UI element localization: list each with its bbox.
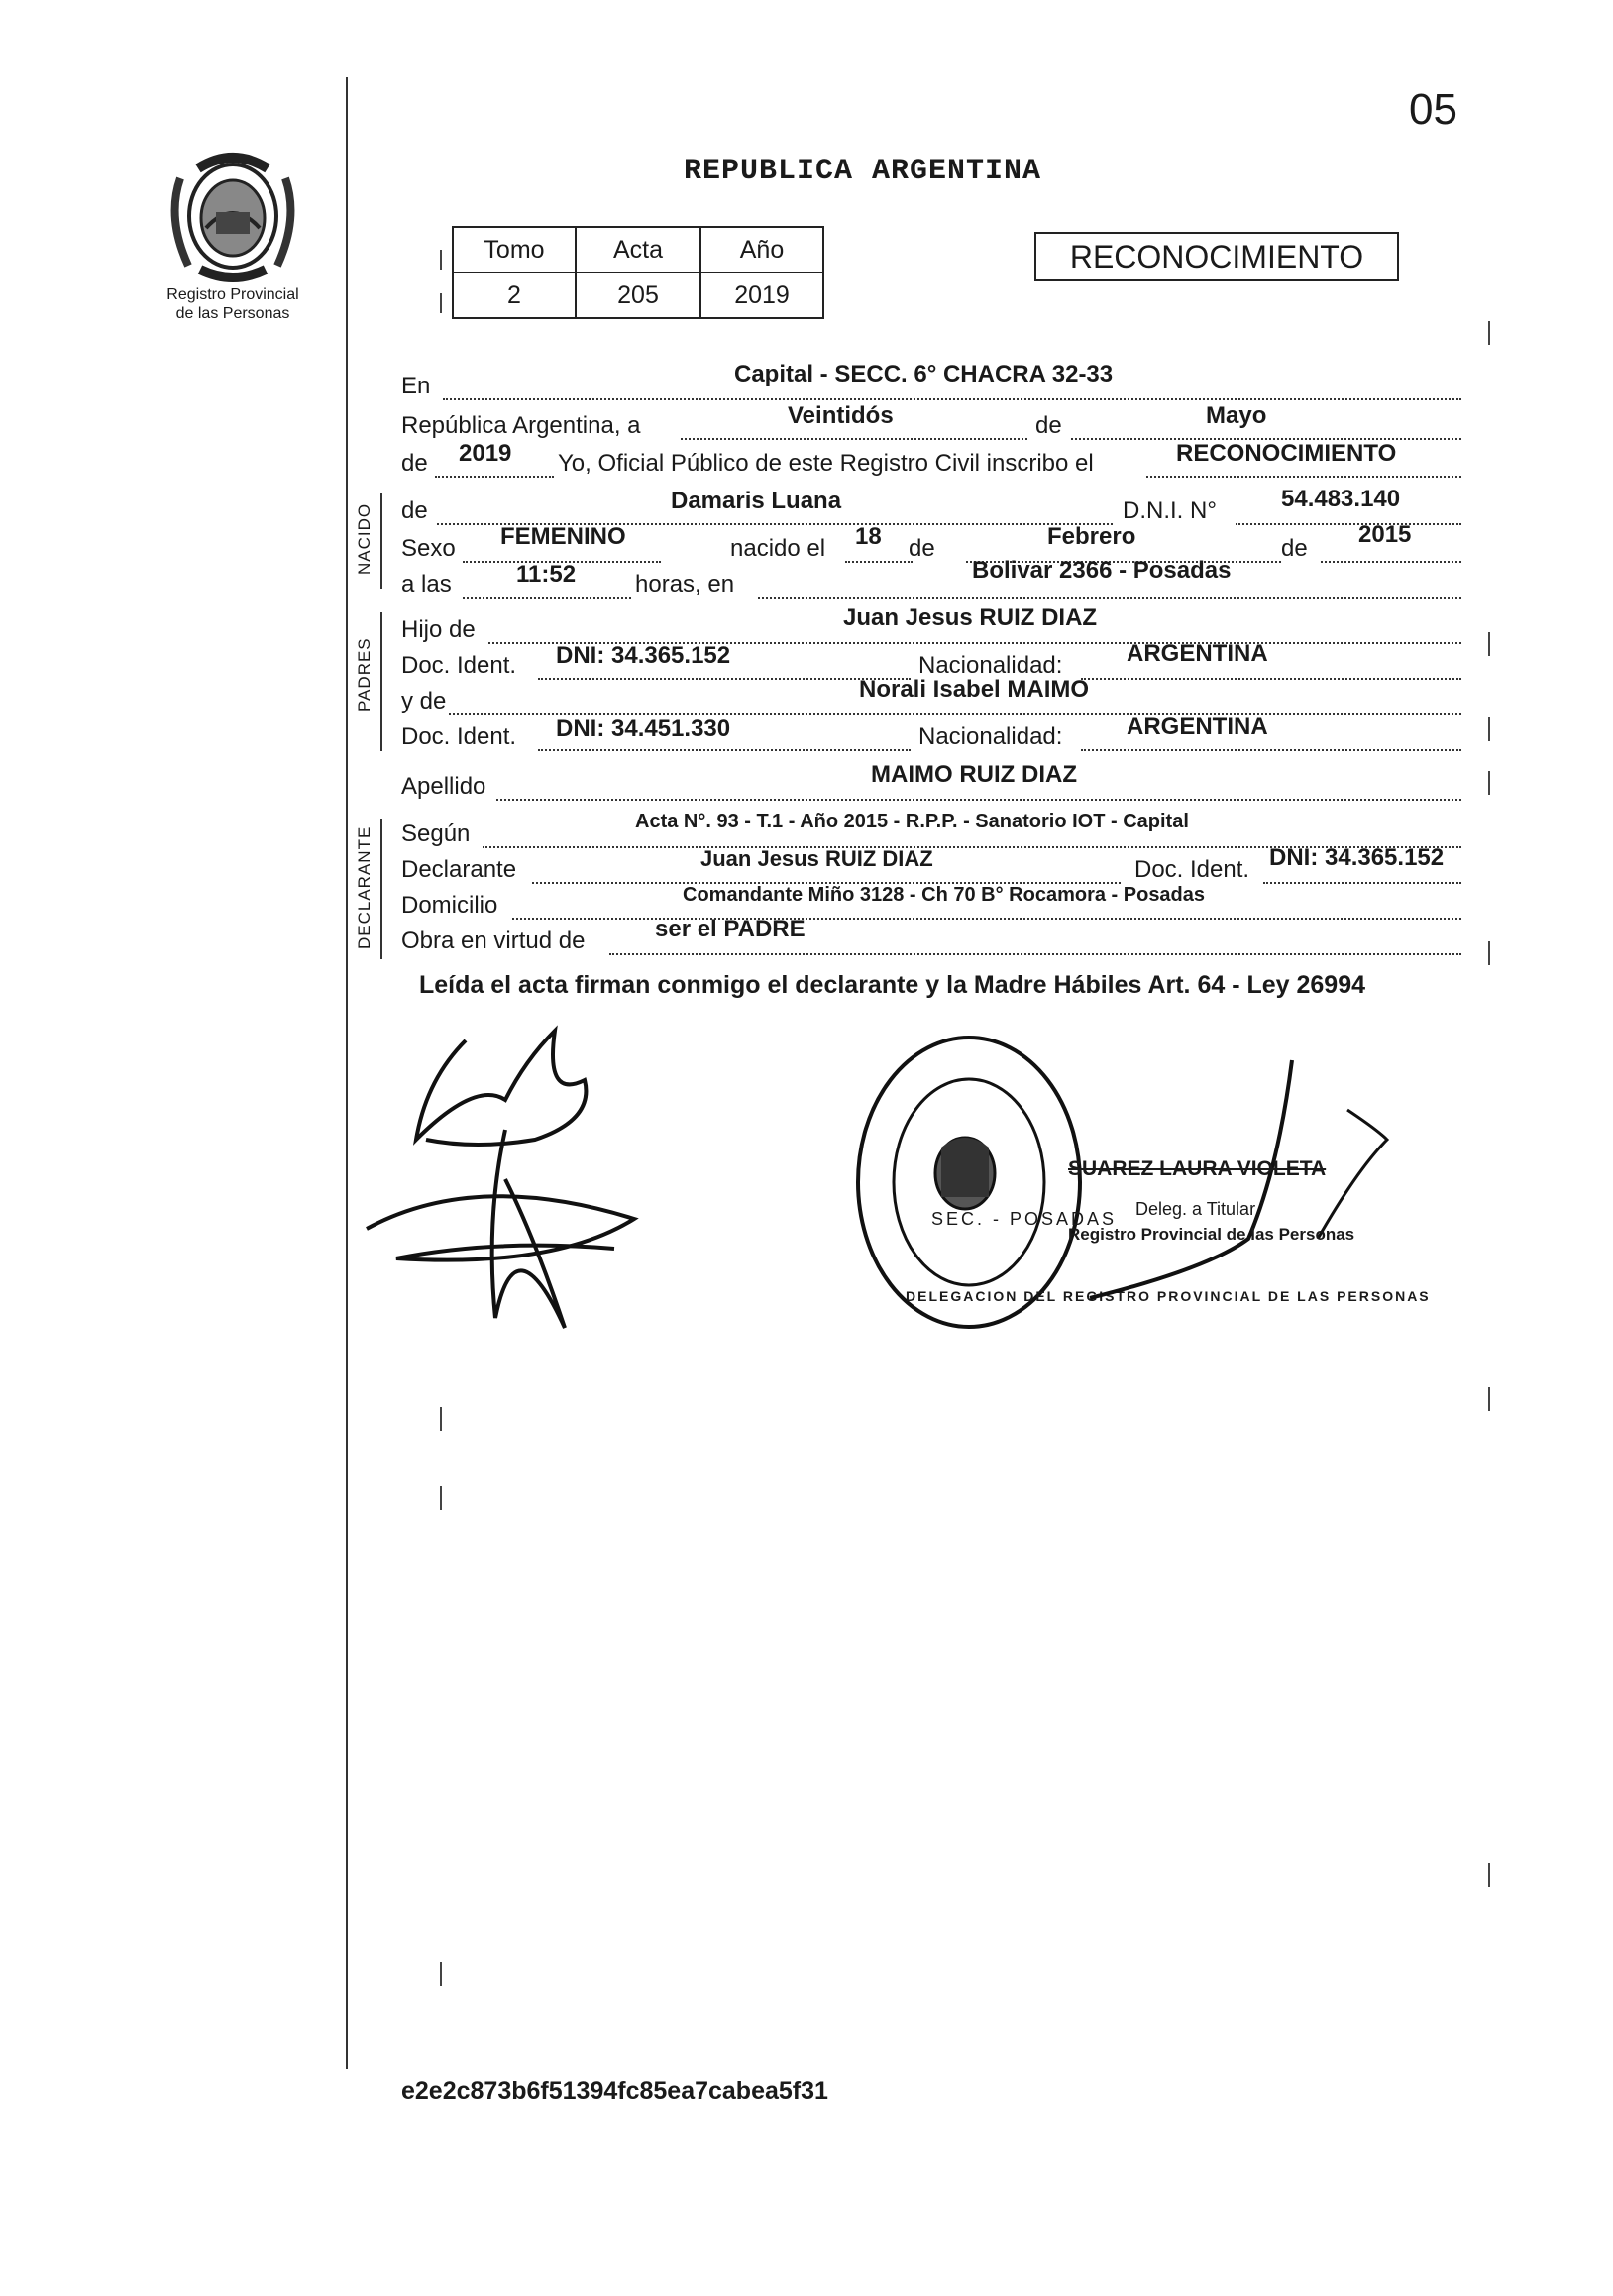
value-anio: 2019 — [700, 273, 823, 318]
margin-mark — [440, 1962, 442, 1986]
dotted-line — [538, 749, 911, 751]
value-madre: Norali Isabel MAIMO — [859, 676, 1090, 703]
label-hijo: Hijo de — [401, 616, 476, 643]
label-horas: horas, en — [635, 571, 735, 598]
value-anio: 2019 — [459, 440, 512, 467]
label-de-anio-nac: de — [1281, 535, 1308, 562]
stamp-ring-text: DELEGACION DEL REGISTRO PROVINCIAL DE LAS PERSONAS — [906, 1288, 1431, 1304]
registrar-name: SUAREZ LAURA VIOLETA — [1068, 1157, 1327, 1180]
value-lugar: Capital - SECC. 6° CHACRA 32-33 — [734, 361, 1114, 387]
dotted-line — [1263, 882, 1461, 884]
value-inscribo: RECONOCIMIENTO — [1176, 440, 1397, 467]
row-padre — [401, 604, 1461, 646]
dotted-line — [435, 476, 554, 478]
row-nombre — [401, 486, 1461, 527]
dotted-line — [609, 953, 1461, 955]
dotted-line — [681, 438, 1027, 440]
label-nac-madre: Nacionalidad: — [918, 723, 1063, 750]
value-padre-doc: DNI: 34.365.152 — [556, 642, 731, 669]
header-tomo: Tomo — [453, 227, 576, 273]
label-de: de — [1035, 412, 1062, 439]
row-obra — [401, 916, 1461, 957]
document-title: REPUBLICA ARGENTINA — [684, 155, 1042, 188]
registrar-role: Deleg. a Titular — [1135, 1199, 1256, 1219]
label-alas: a las — [401, 571, 452, 598]
closing-statement: Leída el acta firman conmigo el declarante y la Madre Hábiles Art. 64 - Ley 26994 — [419, 971, 1366, 999]
row-declarante — [401, 844, 1461, 886]
label-nacido: nacido el — [730, 535, 826, 562]
row-madre — [401, 676, 1461, 717]
row-hora-lugar — [401, 557, 1461, 601]
value-dia: Veintidós — [788, 402, 894, 429]
logo-caption-line-2: de las Personas — [175, 305, 290, 322]
margin-mark — [1488, 941, 1490, 965]
margin-mark — [1488, 1863, 1490, 1887]
dotted-line — [1321, 561, 1461, 563]
label-domicilio: Domicilio — [401, 892, 498, 919]
label-yde: y de — [401, 688, 447, 714]
row-domicilio — [401, 886, 1461, 922]
label-de-anio: de — [401, 450, 428, 477]
value-declarante-doc: DNI: 34.365.152 — [1269, 844, 1445, 871]
label-de-mes: de — [909, 535, 935, 562]
label-doc-declarante: Doc. Ident. — [1134, 856, 1250, 883]
row-sexo-nacimiento — [401, 521, 1461, 565]
label-oficial: Yo, Oficial Público de este Registro Civil inscribo el — [558, 450, 1094, 477]
margin-mark — [1488, 632, 1490, 656]
value-declarante: Juan Jesus RUIZ DIAZ — [700, 846, 933, 871]
value-hora: 11:52 — [516, 561, 577, 588]
label-en: En — [401, 373, 431, 399]
value-domicilio: Comandante Miño 3128 - Ch 70 B° Rocamora - Posadas — [683, 884, 1206, 906]
row-madre-doc — [401, 713, 1461, 753]
dotted-line — [443, 398, 1461, 400]
value-madre-doc: DNI: 34.451.330 — [556, 715, 731, 742]
label-dni: D.N.I. N° — [1123, 497, 1217, 524]
label-declarante: Declarante — [401, 856, 517, 883]
value-acta: 205 — [576, 273, 700, 318]
value-padre: Juan Jesus RUIZ DIAZ — [843, 604, 1098, 631]
document-hash: e2e2c873b6f51394fc85ea7cabea5f31 — [401, 2077, 828, 2105]
label-sexo: Sexo — [401, 535, 456, 562]
label-nac-padre: Nacionalidad: — [918, 652, 1063, 679]
section-label-declarante: DECLARANTE — [355, 825, 374, 949]
value-sexo: FEMENINO — [500, 523, 626, 550]
stamp-inner-text: SEC. - POSADAS — [931, 1209, 1118, 1229]
dotted-line — [538, 678, 911, 680]
registrar-registry: Registro Provincial de las Personas — [1068, 1225, 1355, 1244]
row-inscripcion — [401, 440, 1461, 480]
dotted-line — [463, 597, 631, 599]
label-de-nombre: de — [401, 497, 428, 524]
margin-mark — [440, 293, 442, 313]
value-obra: ser el PADRE — [655, 916, 806, 942]
province-coat-of-arms-logo — [159, 139, 307, 287]
header-acta: Acta — [576, 227, 700, 273]
acta-reference-table — [452, 226, 824, 319]
margin-mark — [440, 1407, 442, 1431]
margin-line — [346, 77, 348, 2069]
value-nac-dia: 18 — [855, 523, 882, 550]
value-tomo: 2 — [453, 273, 576, 318]
value-madre-nac: ARGENTINA — [1127, 713, 1268, 740]
dotted-line — [1236, 523, 1461, 525]
value-padre-nac: ARGENTINA — [1127, 640, 1268, 667]
label-segun: Según — [401, 820, 471, 847]
margin-mark — [1488, 321, 1490, 345]
margin-mark — [1488, 771, 1490, 795]
padres-section-bar — [380, 612, 382, 751]
value-mes: Mayo — [1206, 402, 1267, 429]
dotted-line — [758, 597, 1461, 599]
margin-mark — [1488, 1387, 1490, 1411]
label-obra: Obra en virtud de — [401, 928, 586, 954]
value-dni: 54.483.140 — [1281, 486, 1401, 512]
label-apellido: Apellido — [401, 773, 486, 800]
value-nac-anio: 2015 — [1358, 521, 1412, 548]
value-segun: Acta N°. 93 - T.1 - Año 2015 - R.P.P. - Sanatorio IOT - Capital — [635, 811, 1189, 832]
dotted-line — [1081, 678, 1461, 680]
row-fecha — [401, 402, 1461, 442]
declarant-signature — [357, 1021, 654, 1348]
header-anio: Año — [700, 227, 823, 273]
section-label-nacido: NACIDO — [355, 502, 374, 575]
label-doc-padre: Doc. Ident. — [401, 652, 517, 679]
row-apellido — [401, 761, 1461, 803]
dotted-line — [1081, 749, 1461, 751]
logo-caption-line-1: Registro Provincial — [166, 286, 299, 303]
declarante-section-bar — [380, 819, 382, 959]
value-nombre: Damaris Luana — [671, 488, 842, 514]
page-number: 05 — [1409, 85, 1457, 134]
margin-mark — [440, 250, 442, 270]
row-lugar-registro — [401, 361, 1461, 402]
margin-mark — [440, 1486, 442, 1510]
logo-caption — [149, 285, 317, 323]
value-apellido: MAIMO RUIZ DIAZ — [871, 761, 1077, 788]
value-lugar-nac: Bolivar 2366 - Posadas — [972, 557, 1232, 584]
margin-mark — [1488, 717, 1490, 741]
dotted-line — [496, 799, 1461, 801]
record-type-box: RECONOCIMIENTO — [1034, 232, 1399, 281]
dotted-line — [1146, 476, 1461, 478]
label-doc-madre: Doc. Ident. — [401, 723, 517, 750]
value-nac-mes: Febrero — [1047, 523, 1136, 550]
label-republica: República Argentina, a — [401, 412, 641, 439]
nacido-section-bar — [380, 493, 382, 589]
dotted-line — [845, 561, 913, 563]
section-label-padres: PADRES — [355, 637, 374, 711]
